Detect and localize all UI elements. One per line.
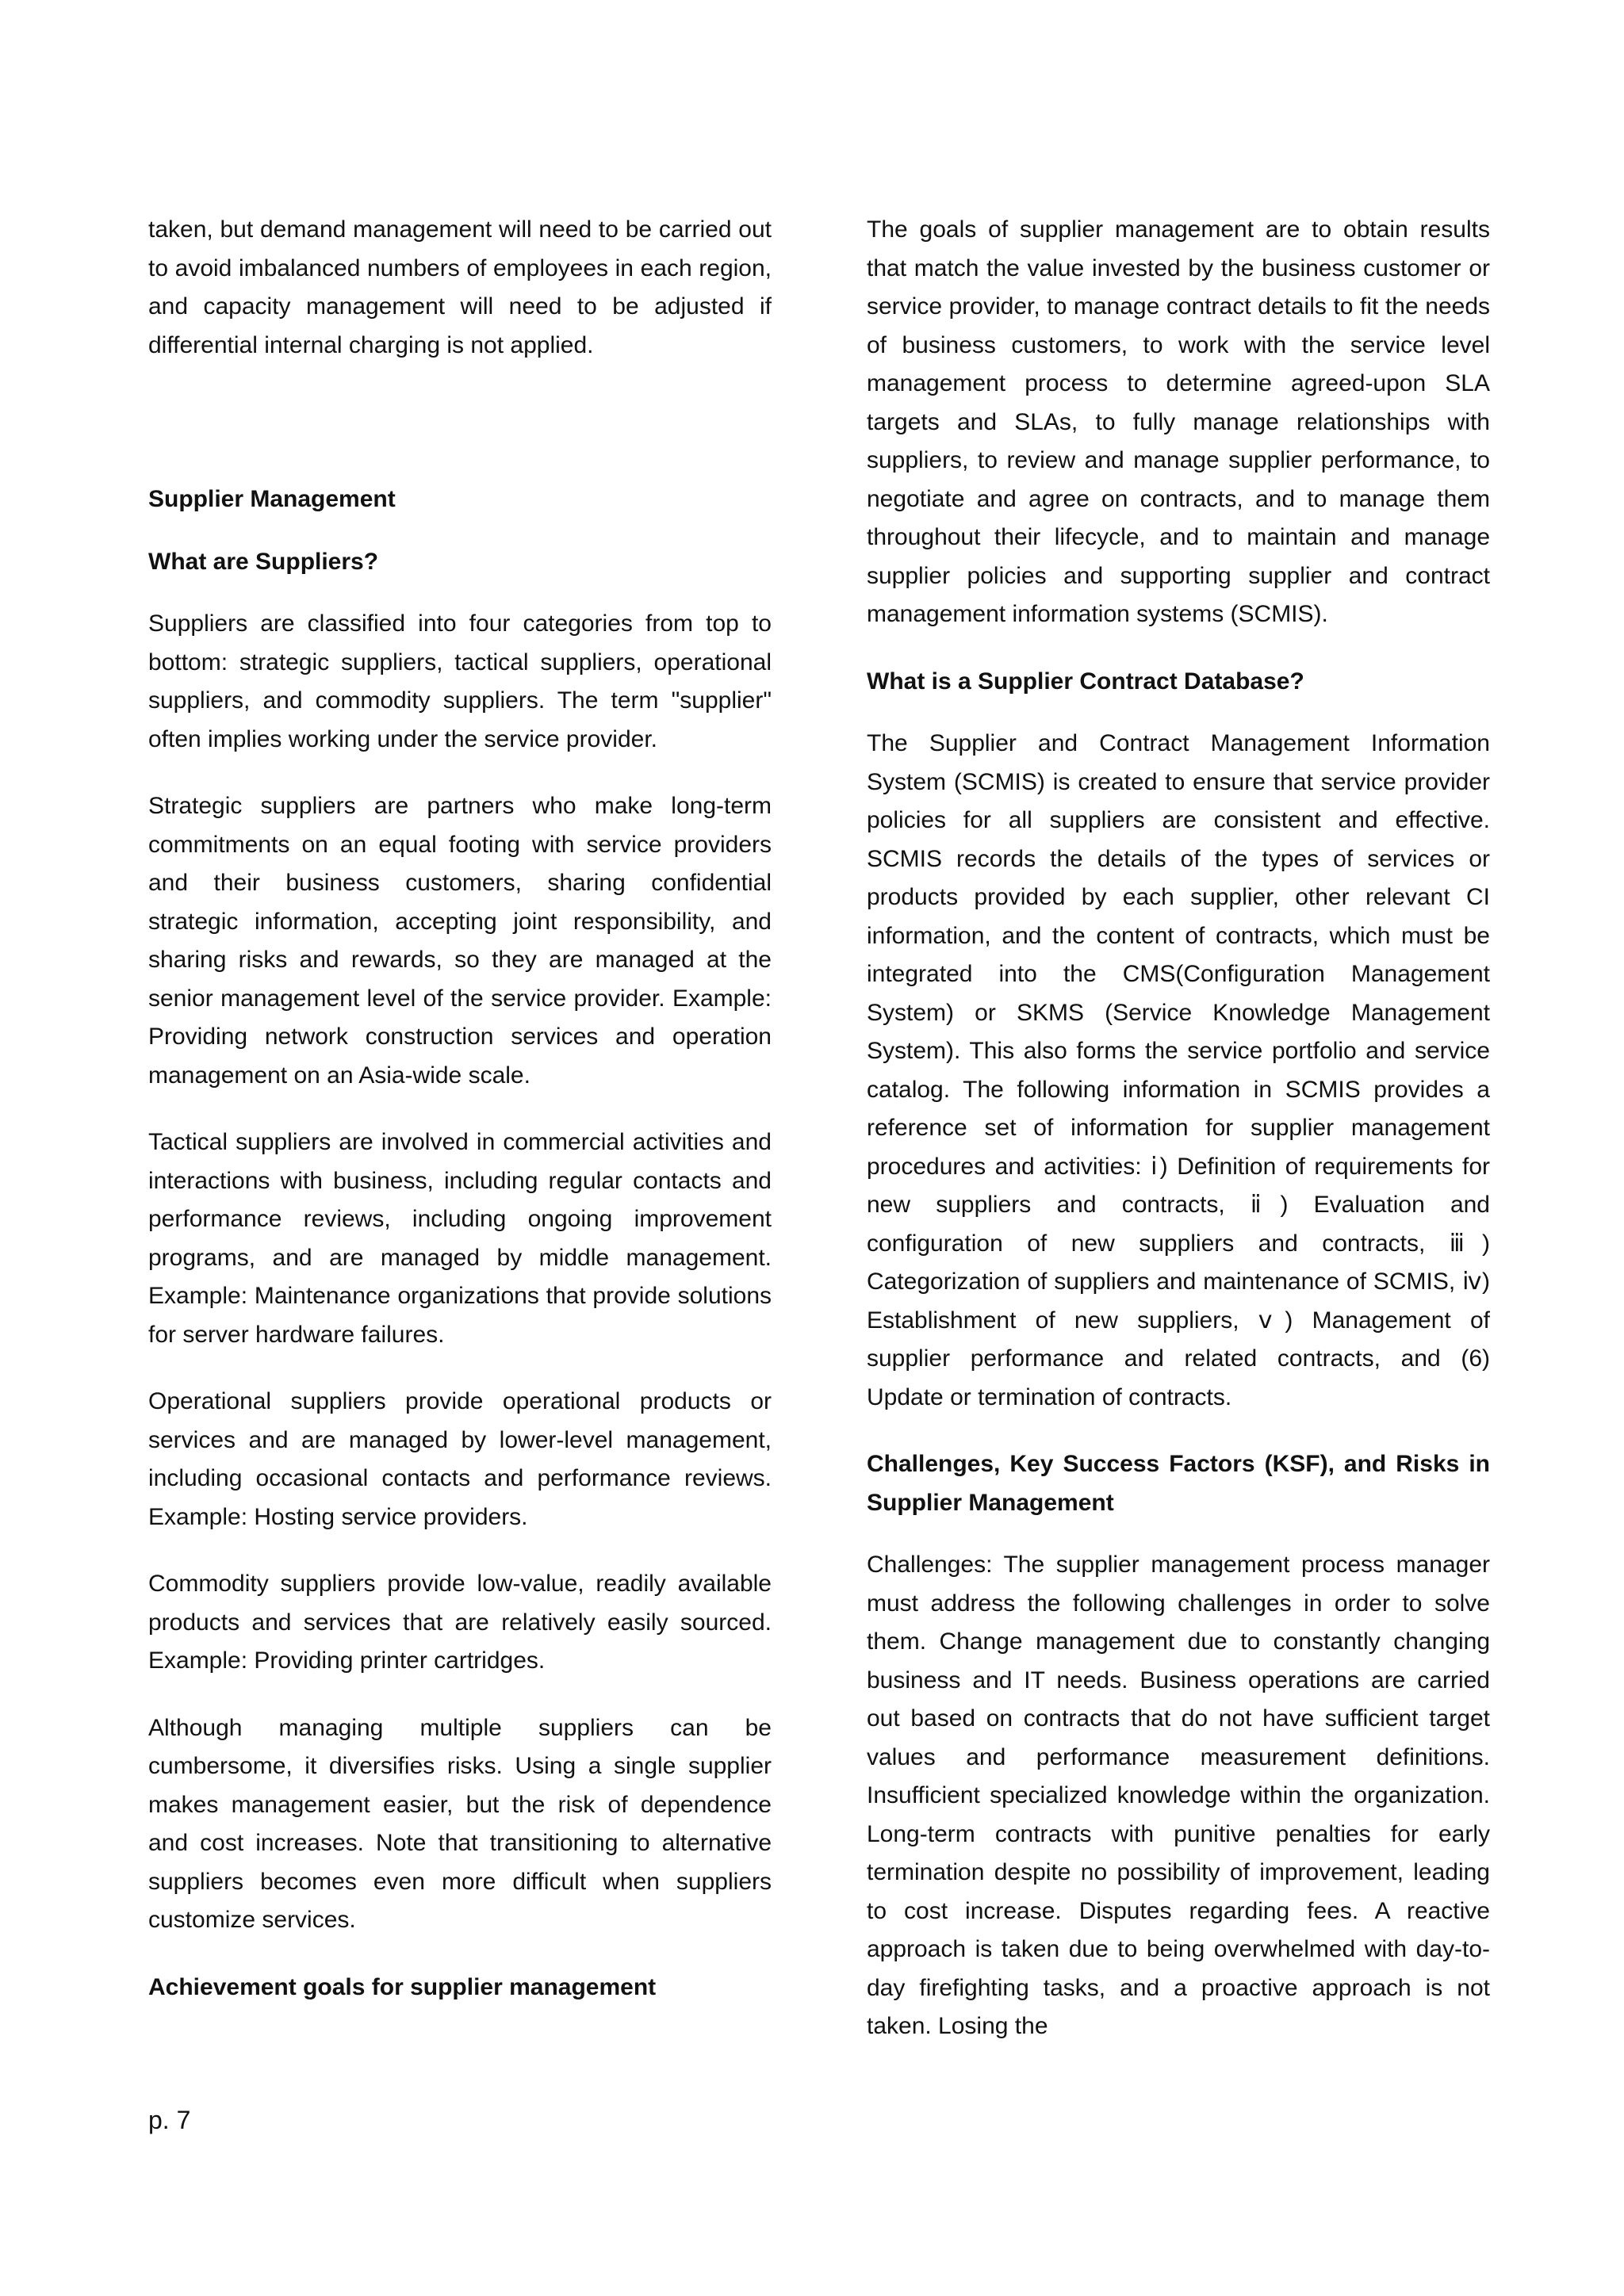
paragraph-tactical-suppliers: Tactical suppliers are involved in commercial activities and interactions with business, including regular contacts and performance reviews, including ongoing improvement programs, and are managed by middle management. Example: Maintenance organizations that provide solutions for server hardware failures.	[148, 1129, 772, 1348]
paragraph-commodity-suppliers: Commodity suppliers provide low-value, readily available products and services that are relatively easily sourced. Example: Providing printer cartridges.	[148, 1571, 772, 1674]
paragraph-challenges: Challenges: The supplier management process manager must address the following challenges in order to solve them. Change management due to constantly changing business and IT needs. Business operations are carried out based on contracts that do not have sufficient target values and performance measurement definitions. Insufficient specialized knowledge within the organization. Long-term contracts with punitive penalties for early termination despite no possibility of improvement, leading to cost increase. Disputes regarding fees. A reactive approach is taken due to being overwhelmed with day-to-day firefighting tasks, and a proactive approach is not taken. Losing the	[867, 1552, 1490, 2039]
section-title: Supplier Management	[148, 486, 396, 512]
paragraph-supplier-goals: The goals of supplier management are to obtain results that match the value invested by the business customer or service provider, to manage contract details to fit the needs of business customers, to work with the service level management process to determine agreed-upon SLA targets and SLAs, to fully manage relationships with suppliers, to review and manage supplier performance, to negotiate and agree on contracts, and to manage them throughout their lifecycle, and to maintain and manage supplier policies and supporting supplier and contract management information systems (SCMIS).	[867, 216, 1490, 627]
paragraph-multiple-suppliers: Although managing multiple suppliers can be cumbersome, it diversifies risks. Using a single supplier makes management easier, but the risk of dependence and cost increases. Note that transitioning to alternative suppliers becomes even more difficult when suppliers customize services.	[148, 1714, 772, 1933]
subsection-heading-achievement-goals: Achievement goals for supplier management	[148, 1973, 657, 2000]
intro-paragraph: taken, but demand management will need to be carried out to avoid imbalanced numbers of employees in each region, and capacity management will need to be adjusted if differential internal charging is not applied.	[148, 216, 772, 358]
subsection-heading-challenges: Challenges, Key Success Factors (KSF), and Risks in Supplier Management	[867, 1451, 1490, 1516]
paragraph-scmis: The Supplier and Contract Management Information System (SCMIS) is created to ensure that service provider policies for all suppliers are consistent and effective. SCMIS records the details of the types of services or products provided by each supplier, other relevant CI information, and the content of contracts, which must be integrated into the CMS(Configuration Management System) or SKMS (Service Knowledge Management System). This also forms the service portfolio and service catalog. The following information in SCMIS provides a reference set of information for supplier management procedures and activities: ⅰ) Definition of requirements for new suppliers and contracts, ⅱ) Evaluation and configuration of new suppliers and contracts, ⅲ) Categorization of suppliers and maintenance of SCMIS, ⅳ) Establishment of new suppliers, ⅴ) Management of supplier performance and related contracts, and (6) Update or termination of contracts.	[867, 730, 1490, 1410]
page-number: p. 7	[148, 2106, 191, 2134]
subsection-heading-contract-database: What is a Supplier Contract Database?	[867, 668, 1304, 695]
paragraph-operational-suppliers: Operational suppliers provide operational products or services and are managed by lower-level management, including occasional contacts and performance reviews. Example: Hosting service providers.	[148, 1388, 772, 1530]
section-spacer	[148, 393, 772, 480]
right-column	[867, 211, 1490, 2075]
subsection-heading-what-are-suppliers: What are Suppliers?	[148, 548, 379, 575]
left-column	[148, 211, 772, 2030]
paragraph-supplier-categories: Suppliers are classified into four categories from top to bottom: strategic suppliers, tactical suppliers, operational suppliers, and commodity suppliers. The term "supplier" often implies working under the service provider.	[148, 610, 772, 752]
paragraph-strategic-suppliers: Strategic suppliers are partners who make long-term commitments on an equal footing with service providers and their business customers, sharing confidential strategic information, accepting joint responsibility, and sharing risks and rewards, so they are managed at the senior management level of the service provider. Example: Providing network construction services and operation management on an Asia-wide scale.	[148, 793, 772, 1089]
